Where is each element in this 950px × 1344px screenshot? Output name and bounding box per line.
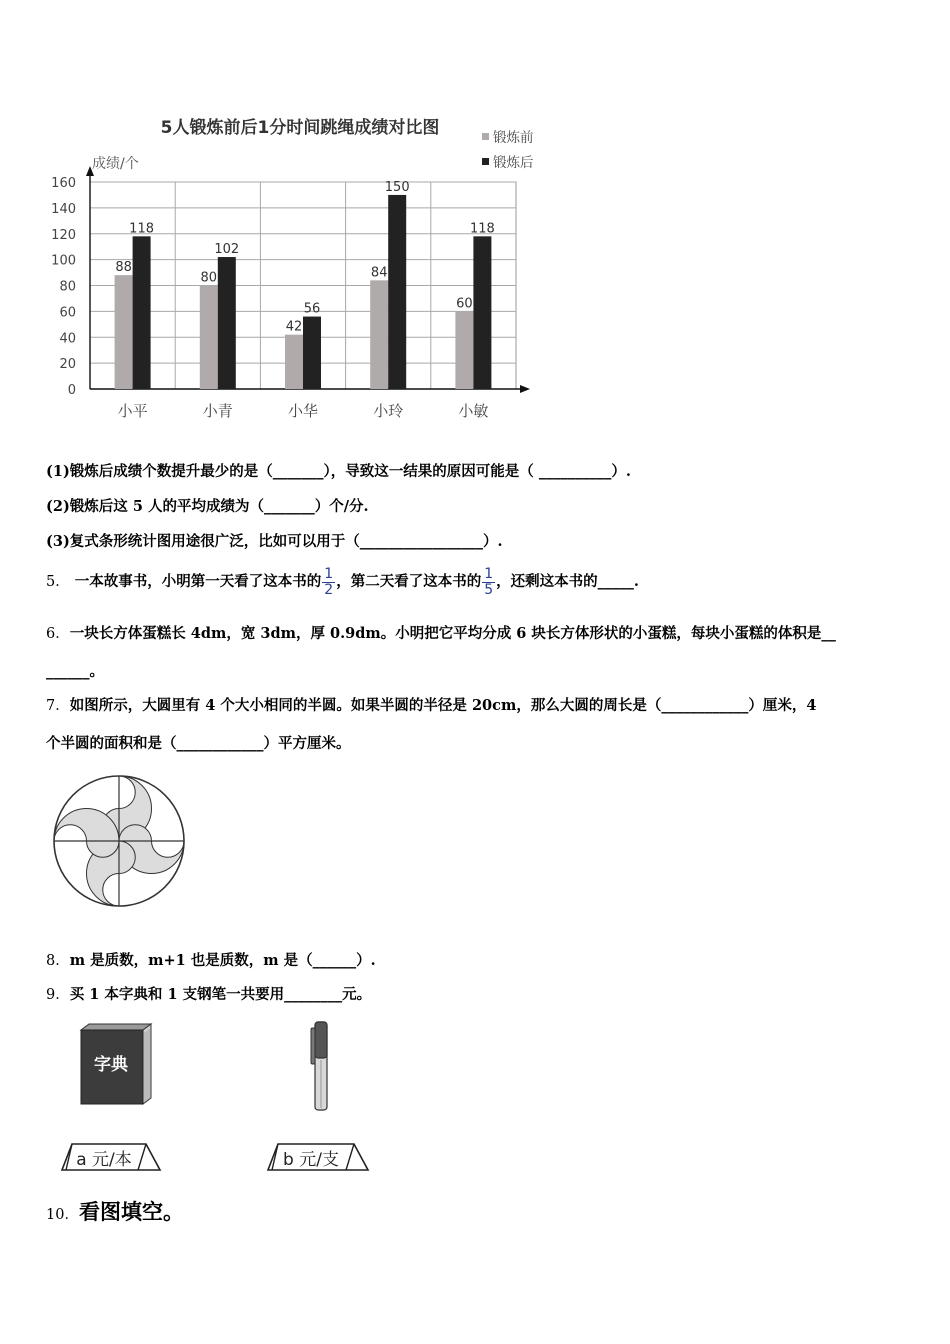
question-10: [46, 1196, 184, 1226]
x-tick-label: 小平: [117, 402, 148, 420]
data-label: 42: [285, 319, 303, 335]
bar: [370, 280, 388, 389]
x-tick-label: 小玲: [373, 402, 404, 420]
question-9: [46, 983, 371, 1004]
legend-label: 锻炼后: [493, 155, 534, 171]
question-text: 一块长方体蛋糕长 4dm，宽 3dm，厚 0.9dm。小明把它平均分成 6 块长方体形状的小蛋糕，每块小蛋糕的体积是__: [69, 625, 836, 642]
bar: [200, 286, 218, 390]
question-6-line-2: ______。: [46, 663, 104, 680]
chart-title: 5人锻炼前后1分时间跳绳成绩对比图: [160, 118, 440, 138]
question-number: 9．: [46, 987, 70, 1003]
question-number: 6．: [46, 626, 70, 642]
legend-swatch: [482, 133, 489, 140]
bar: [133, 236, 151, 389]
y-axis-label: 成绩/个: [92, 156, 139, 172]
bar: [388, 195, 406, 389]
question-4-part-2: (2)锻炼后这 5 人的平均成绩为（_______）个/分.: [46, 498, 369, 515]
data-label: 118: [469, 221, 495, 237]
question-text: 买 1 本字典和 1 支钢笔一共要用________元。: [69, 986, 372, 1003]
y-tick-label: 120: [51, 227, 76, 243]
y-tick-label: 140: [51, 201, 76, 217]
question-text: 看图填空。: [78, 1199, 184, 1224]
question-5: [46, 562, 639, 602]
y-tick-label: 40: [59, 331, 76, 347]
x-axis-arrow: [520, 385, 530, 393]
question-text: ，第二天看了这本书的: [336, 573, 482, 590]
bar: [473, 236, 491, 389]
x-tick-label: 小青: [202, 402, 233, 420]
question-number: 8．: [46, 953, 70, 969]
y-tick-label: 0: [67, 383, 76, 398]
fraction: $\frac{1}{5}$: [484, 565, 494, 598]
data-label: 84: [370, 265, 388, 281]
data-label: 56: [303, 301, 321, 317]
question-7-line-2: 个半圆的面积和是（____________）平方厘米。: [46, 735, 351, 752]
data-label: 102: [214, 242, 240, 258]
legend-label: 锻炼前: [493, 130, 534, 146]
y-tick-label: 160: [51, 176, 76, 191]
jump-rope-chart: [40, 105, 560, 430]
pen-price-tag: [266, 1142, 372, 1172]
pen-price: b 元/支: [283, 1150, 339, 1170]
question-text: 一本故事书，小明第一天看了这本书的: [74, 573, 322, 590]
y-tick-label: 80: [59, 279, 76, 295]
question-7-line-1: [46, 694, 816, 715]
question-6-line-1: [46, 622, 836, 643]
question-text: 如图所示，大圆里有 4 个大小相同的半圆。如果半圆的半径是 20cm，那么大圆的周长是（____________）厘米，4: [69, 697, 817, 714]
bar: [455, 311, 473, 389]
y-tick-label: 100: [51, 253, 76, 269]
question-number: 10．: [46, 1207, 79, 1223]
bar: [285, 335, 303, 389]
bar: [303, 317, 321, 389]
bar: [218, 257, 236, 389]
y-tick-label: 60: [59, 305, 76, 321]
legend-swatch: [482, 158, 489, 165]
dictionary-price: a 元/本: [76, 1150, 132, 1170]
question-4-part-1: (1)锻炼后成绩个数提升最少的是（_______），导致这一结果的原因可能是（ __________）.: [46, 463, 631, 480]
question-text: ，还剩这本书的_____.: [496, 573, 639, 590]
question-number: 5．: [46, 574, 70, 590]
data-label: 118: [129, 221, 155, 237]
question-number: 7．: [46, 698, 70, 714]
data-label: 88: [115, 260, 132, 276]
data-label: 80: [200, 270, 218, 286]
pen-image: [306, 1020, 336, 1114]
question-4-part-3: (3)复式条形统计图用途很广泛，比如可以用于（_________________）.: [46, 533, 503, 550]
question-text: m 是质数，m+1 也是质数，m 是（______）.: [69, 952, 376, 969]
question-8: [46, 949, 376, 970]
dictionary-title: 字典: [94, 1055, 128, 1075]
chart-legend: [482, 129, 534, 171]
x-tick-label: 小敏: [458, 402, 489, 420]
data-label: 60: [456, 296, 473, 312]
bar: [115, 275, 133, 389]
data-label: 150: [384, 179, 410, 195]
circle-semicircles-figure: [48, 770, 190, 912]
y-tick-label: 20: [59, 357, 76, 373]
dictionary-image: [75, 1022, 157, 1108]
dictionary-price-tag: [60, 1142, 164, 1172]
x-tick-label: 小华: [287, 402, 319, 420]
fraction: $\frac{1}{2}$: [324, 565, 334, 598]
